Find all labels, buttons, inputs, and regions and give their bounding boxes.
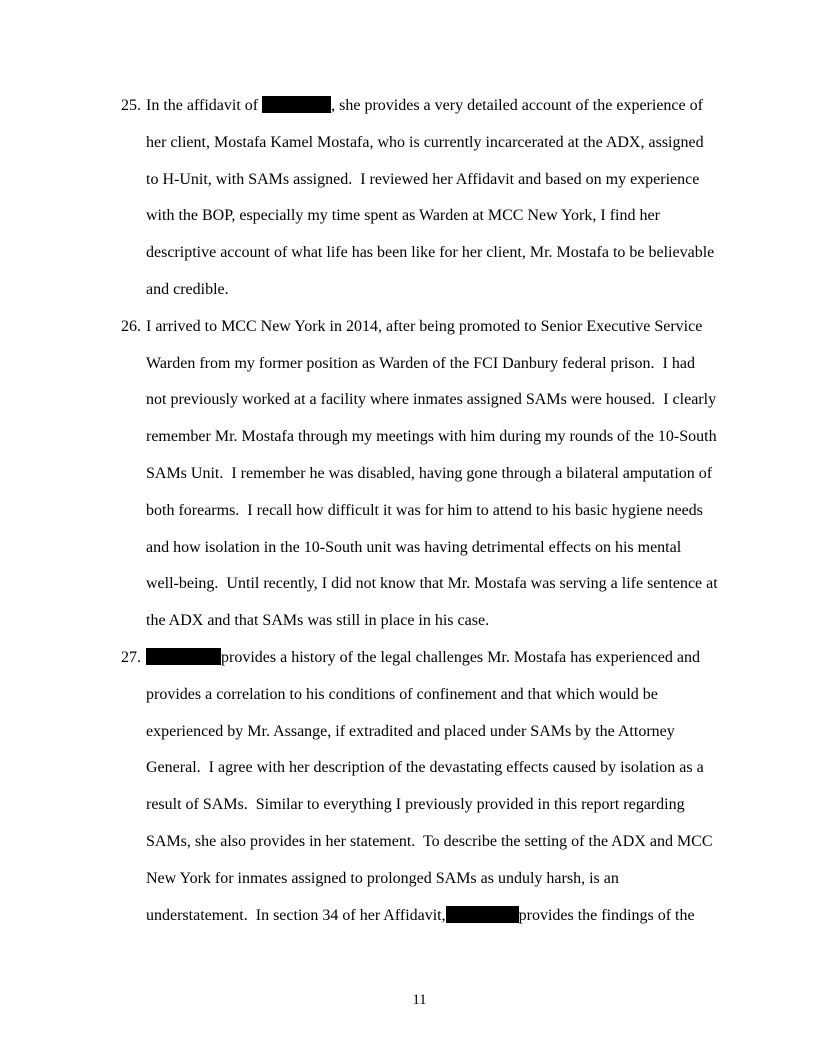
paragraph-number: 26. (121, 317, 141, 335)
text-run: provides the findings of the (518, 906, 695, 924)
paragraph (121, 88, 718, 309)
redaction-bar (146, 648, 221, 665)
paragraph (121, 640, 718, 934)
redaction-bar (262, 96, 331, 113)
paragraph-list (121, 88, 722, 934)
text-run: I arrived to MCC New York in 2014, after being promoted to Senior Executive Service Warden from my former position as Warden of the FCI Danbury federal prison. I had not previously worked at a facility where inmates assigned SAMs were housed. I clearly remember Mr. Mostafa through my meetings with him during my rounds of the 10-South SAMs Unit. I remember he was disabled, having gone through a bilateral amputation of both forearms. I recall how difficult it was for him to attend to his basic hygiene needs and how isolation in the 10-South unit was having detrimental effects on his mental well-being. Until recently, I did not know that Mr. Mostafa was serving a life sentence at the ADX and that SAMs was still in place in his case. (146, 317, 722, 630)
page-number: 11 (412, 992, 427, 1008)
text-run: provides a history of the legal challenges Mr. Mostafa has experienced and provides a correlation to his conditions of confinement and that which would be experienced by Mr. Assange, if extradited and placed under SAMs by the Attorney General. I agree with her description of the devastating effects caused by isolation as a result of SAMs. Similar to everything I previously provided in this report regarding SAMs, she also provides in her statement. To describe the setting of the ADX and MCC New York for inmates assigned to prolonged SAMs as unduly harsh, is an understatement. In section 34 of her Affidavit, (146, 648, 717, 924)
text-run: In the affidavit of (146, 97, 263, 114)
text-run: , she provides a very detailed account of the experience of her client, Mostafa Kamel Mostafa, who is currently incarcerated at the ADX, assigned to H-Unit, with SAMs assigned. I reviewed her Affidavit and based on my experience with the BOP, especially my time spent as Warden at MCC New York, I find her descriptive account of what life has been like for her client, Mr. Mostafa to be believable and credible. (146, 97, 719, 298)
paragraph-number: 27. (121, 648, 141, 666)
paragraph (121, 309, 722, 640)
redaction-bar (446, 906, 519, 923)
paragraph-number: 25. (121, 97, 141, 114)
